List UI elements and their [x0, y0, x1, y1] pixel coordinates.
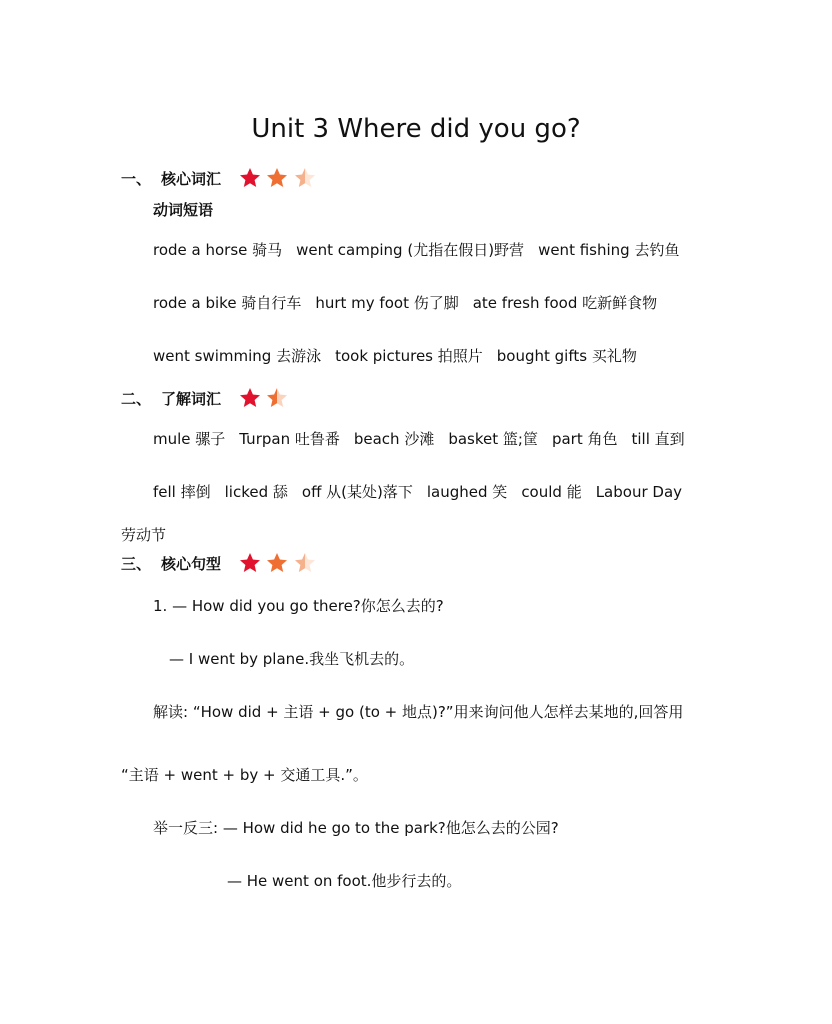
- section-heading-core-vocab: [121, 168, 317, 191]
- section-number: 三、: [121, 555, 152, 573]
- star-icon: [240, 553, 260, 572]
- vocab-item: off 从(某处)落下: [301, 483, 413, 501]
- vocab-row: [153, 292, 671, 313]
- practice-question: 举一反三: — How did he go to the park?他怎么去的公园?: [153, 819, 559, 837]
- explanation-line: “主语 + went + by + 交通工具.”。: [121, 766, 368, 784]
- vocab-item: licked 舔: [224, 483, 288, 501]
- star-icon: [240, 388, 260, 407]
- vocab-item: till 直到: [631, 430, 685, 448]
- vocab-item: part 角色: [551, 430, 618, 448]
- vocab-item: Turpan 吐鲁番: [239, 430, 340, 448]
- vocab-row: [153, 345, 651, 366]
- half-star-icon: [295, 168, 315, 187]
- section-number: 一、: [121, 170, 152, 188]
- section-heading-extra-vocab: [121, 388, 289, 411]
- section-heading-core-sentences: [121, 553, 317, 576]
- section-number: 二、: [121, 390, 152, 408]
- half-star-icon: [295, 553, 315, 572]
- rating-stars: [240, 388, 289, 411]
- section-label: 核心词汇: [161, 170, 222, 188]
- question-sentence: 1. — How did you go there?你怎么去的?: [153, 597, 444, 615]
- vocab-item: went swimming 去游泳: [153, 347, 322, 365]
- section-label: 核心句型: [161, 555, 222, 573]
- vocab-item: bought gifts 买礼物: [496, 347, 637, 365]
- vocab-row: [153, 428, 699, 449]
- vocab-item: rode a horse 骑马: [153, 241, 283, 259]
- half-star-icon: [267, 388, 287, 407]
- rating-stars: [240, 553, 316, 576]
- section-label: 了解词汇: [161, 390, 222, 408]
- vocab-wrap: 劳动节: [121, 526, 167, 544]
- vocab-item: went fishing 去钓鱼: [538, 241, 680, 259]
- vocab-item: went camping (尤指在假日)野营: [296, 241, 525, 259]
- vocab-item: rode a bike 骑自行车: [153, 294, 302, 312]
- vocab-item: could 能: [521, 483, 582, 501]
- vocab-item: ate fresh food 吃新鲜食物: [472, 294, 658, 312]
- vocab-row: [153, 481, 696, 502]
- answer-sentence: — I went by plane.我坐飞机去的。: [169, 650, 415, 668]
- star-icon: [240, 168, 260, 187]
- practice-answer: — He went on foot.他步行去的。: [227, 872, 462, 890]
- vocab-row: [153, 239, 693, 260]
- vocab-item: Labour Day: [595, 483, 683, 501]
- vocab-item: basket 篮;筐: [448, 430, 538, 448]
- explanation-line: 解读: “How did + 主语 + go (to + 地点)?”用来询问他人怎样去某地的,回答用: [153, 703, 684, 721]
- vocab-item: mule 骡子: [153, 430, 226, 448]
- vocab-item: fell 摔倒: [153, 483, 211, 501]
- vocab-item: hurt my foot 伤了脚: [315, 294, 459, 312]
- vocab-item: laughed 笑: [426, 483, 508, 501]
- vocab-item: beach 沙滩: [353, 430, 435, 448]
- vocab-item: took pictures 拍照片: [335, 347, 483, 365]
- star-icon: [267, 168, 287, 187]
- page-title: Unit 3 Where did you go?: [251, 114, 581, 144]
- star-icon: [267, 553, 287, 572]
- sub-heading: 动词短语: [153, 201, 214, 219]
- rating-stars: [240, 168, 316, 191]
